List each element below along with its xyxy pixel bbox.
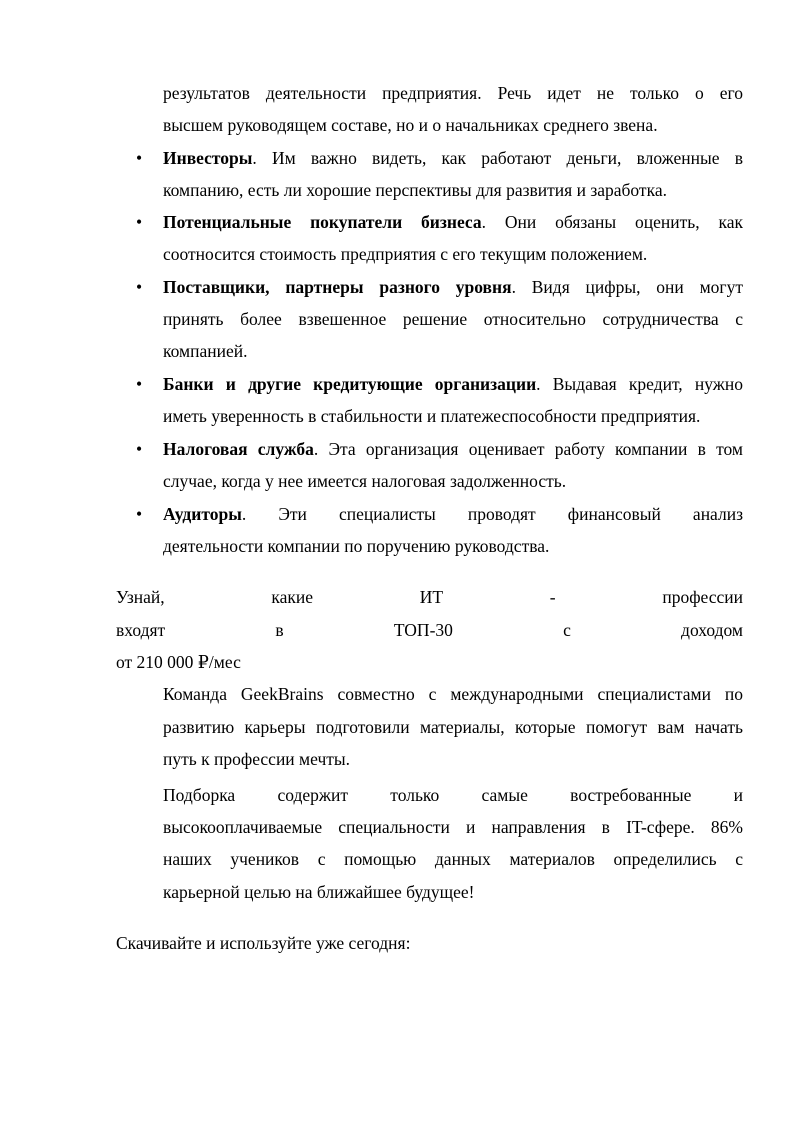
list-item-investors [163, 147, 743, 169]
paragraph-line: наших учеников с помощью данных материалов определились с [163, 849, 743, 869]
list-item-text: компанию, есть ли хорошие перспективы для развития и заработка. [163, 180, 667, 200]
list-item-term: Потенциальные покупатели бизнеса [163, 212, 482, 232]
list-item-text: . Эти специалисты проводят финансовый анализ [241, 504, 743, 524]
list-item-tax [163, 438, 743, 460]
intro-line-1: результатов деятельности предприятия. Речь идет не только о его [163, 83, 743, 103]
list-item-text: . Им важно видеть, как работают деньги, вложенные в [252, 148, 743, 168]
bullet-marker: • [136, 439, 143, 459]
bullet-marker: • [136, 374, 143, 394]
list-item-buyers [163, 211, 743, 233]
paragraph-line: развитию карьеры подготовили материалы, которые помогут вам начать [163, 717, 743, 737]
promo-line-1: Узнай, какие ИТ - профессии [116, 587, 743, 607]
list-item-text: . Видя цифры, они могут [511, 277, 744, 297]
list-item-text: компанией. [163, 341, 248, 361]
bullet-marker: • [136, 212, 143, 232]
list-item-term: Инвесторы [163, 148, 253, 168]
list-item-text: иметь уверенность в стабильности и платежеспособности предприятия. [163, 406, 701, 426]
bullet-marker: • [136, 504, 143, 524]
paragraph-line: карьерной целью на ближайшее будущее! [163, 882, 475, 902]
list-item-term: Банки и другие кредитующие организации [163, 374, 537, 394]
list-item-text: случае, когда у нее имеется налоговая задолженность. [163, 471, 567, 491]
list-item-text: деятельности компании по поручению руководства. [163, 536, 550, 556]
paragraph-line: высокооплачиваемые специальности и направления в IT-сфере. 86% [163, 817, 743, 837]
paragraph-line: Подборка содержит только самые востребованные и [163, 785, 743, 805]
promo-line-2: входят в ТОП-30 с доходом [116, 620, 743, 640]
paragraph-line: Команда GeekBrains совместно с международными специалистами по [163, 684, 743, 704]
list-item-suppliers [163, 276, 743, 298]
list-item-term: Аудиторы [163, 504, 242, 524]
intro-line-2: высшем руководящем составе, но и о начальниках среднего звена. [163, 115, 658, 135]
promo-line-3: от 210 000 ₽/мес [116, 652, 241, 672]
list-item-text: . Они обязаны оценить, как [481, 212, 743, 232]
list-item-term: Налоговая служба [163, 439, 314, 459]
bullet-marker: • [136, 277, 143, 297]
closing-line: Скачивайте и используйте уже сегодня: [116, 933, 411, 953]
list-item-auditors [163, 503, 743, 525]
list-item-text: соотносится стоимость предприятия с его текущим положением. [163, 244, 648, 264]
paragraph-line: путь к профессии мечты. [163, 749, 351, 769]
list-item-text: . Эта организация оценивает работу компании в том [313, 439, 743, 459]
list-item-text: принять более взвешенное решение относительно сотрудничества с [163, 309, 743, 329]
list-item-banks [163, 373, 743, 395]
bullet-marker: • [136, 148, 143, 168]
list-item-text: . Выдавая кредит, нужно [536, 374, 743, 394]
list-item-term: Поставщики, партнеры разного уровня [163, 277, 512, 297]
